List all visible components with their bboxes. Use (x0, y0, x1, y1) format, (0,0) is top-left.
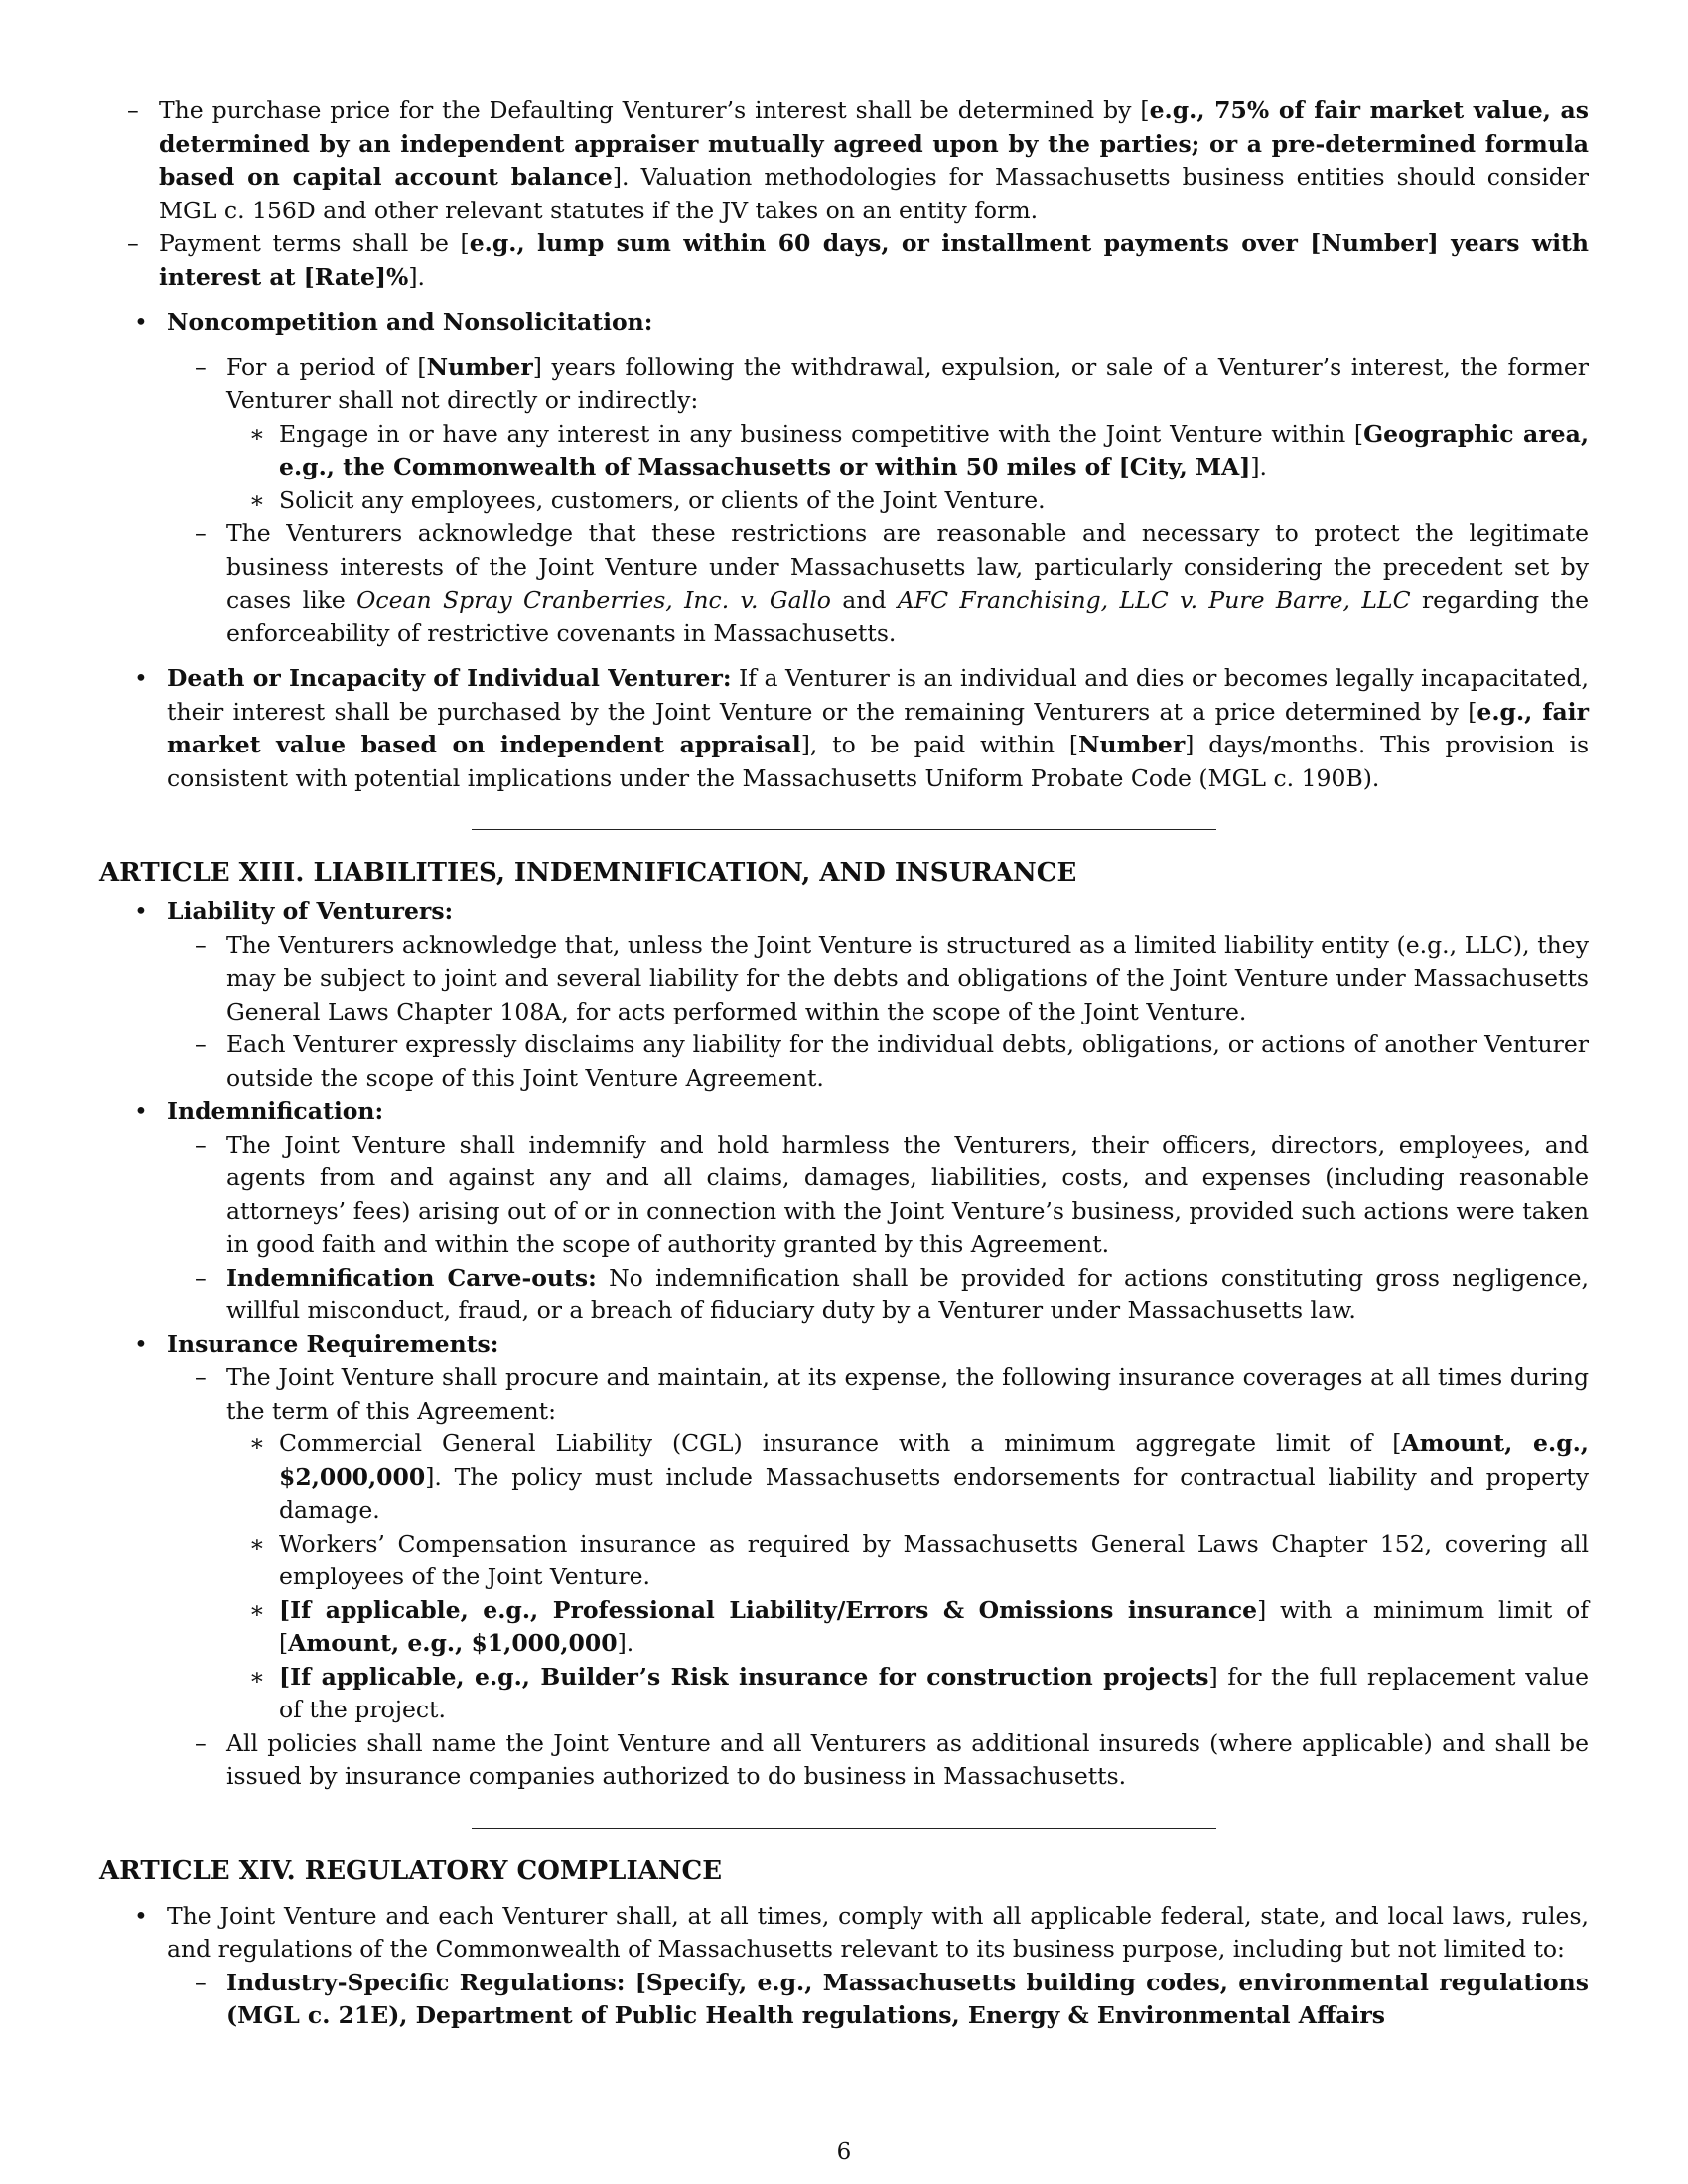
list-item: ∗ Engage in or have any interest in any business competitive with the Joint Venture within [Geographic area, e.g., the Commonwealth of Massachusetts or within 50 miles of [City, MA]]. (226, 418, 1589, 484)
purchase-terms-list (99, 94, 1589, 294)
document-page (99, 94, 1589, 2033)
list-item: – Each Venturer expressly disclaims any liability for the individual debts, obligations, or actions of another Venturer outside the scope of this Joint Venture Agreement. (167, 1028, 1589, 1095)
list-item: – The purchase price for the Defaulting Venturer’s interest shall be determined by [e.g., 75% of fair market value, as determined by an independent appraiser mutually agreed upon by the parties; or a pre-determined formula based on capital account balance]. Valuation methodologies for Massachusetts business entities should consider MGL c. 156D and other relevant statutes if the JV takes on an entity form. (99, 94, 1589, 227)
page-number: 6 (836, 2139, 852, 2165)
list-item: ∗ [If applicable, e.g., Builder’s Risk insurance for construction projects] for the full replacement value of the project. (226, 1661, 1589, 1727)
list-item: ∗ Workers’ Compensation insurance as required by Massachusetts General Laws Chapter 152, covering all employees of the Joint Venture. (226, 1528, 1589, 1594)
section-label: Noncompetition and Nonsolicitation: (167, 308, 653, 336)
list-item: • The Joint Venture and each Venturer shall, at all times, comply with all applicable federal, state, and local laws, rules, and regulations of the Commonwealth of Massachusetts relevant to its business purpose, including but not limited to: – Industry-Specific Regulations: [Specify, e.g., Massachusetts building codes, environmental regulations (MGL c. 21E), Department of Public Health regulations, Energy & Environmental Affairs (99, 1900, 1589, 2033)
list-item: ∗ [If applicable, e.g., Professional Liability/Errors & Omissions insurance] with a minimum limit of [Amount, e.g., $1,000,000]. (226, 1594, 1589, 1661)
list-item: • Liability of Venturers: – The Venturers acknowledge that, unless the Joint Venture is structured as a limited liability entity (e.g., LLC), they may be subject to joint and several liability for the debts and obligations of the Joint Venture under Massachusetts General Laws Chapter 108A, for acts performed within the scope of the Joint Venture. – Each Venturer expressly disclaims any liability for the individual debts, obligations, or actions of another Venturer outside the scope of this Joint Venture Agreement. (99, 895, 1589, 1095)
list-item: – All policies shall name the Joint Venture and all Venturers as additional insureds (where applicable) and shall be issued by insurance companies authorized to do business in Massachusetts. (167, 1727, 1589, 1794)
list-item: – The Venturers acknowledge that, unless the Joint Venture is structured as a limited liability entity (e.g., LLC), they may be subject to joint and several liability for the debts and obligations of the Joint Venture under Massachusetts General Laws Chapter 108A, for acts performed within the scope of the Joint Venture. (167, 929, 1589, 1029)
noncompete-section (99, 306, 1589, 650)
list-item: • Insurance Requirements: – The Joint Venture shall procure and maintain, at its expense, the following insurance coverages at all times during the term of this Agreement: ∗ Commercial General Liability (CGL) insurance with a minimum aggregate limit of [Amount, e.g., $2,000,000]. The policy must include Massachusetts endorsements for contractual liability and property damage. ∗ Workers’ Compensation insurance as required by Massachusetts General Laws Chapter 152, covering all employees of the Joint Venture. ∗ [If applicable, e.g., Professional Liability/Errors & Omissions insurance] with a minimum limit of [Amount, e.g., $1,000,000]. ∗ [If applicable, e.g., Builder’s Risk insurance for construction projects] for the full replacement value of the project. – All policies shall name the Joint Venture and all Venturers as additional insureds (where applicable) and shall be issued by insurance companies authorized to do business in Massachusetts. (99, 1328, 1589, 1794)
section-divider (472, 829, 1216, 830)
list-item: – For a period of [Number] years following the withdrawal, expulsion, or sale of a Venturer’s interest, the former Venturer shall not directly or indirectly: ∗ Engage in or have any interest in any business competitive with the Joint Venture within [Geographic area, e.g., the Commonwealth of Massachusetts or within 50 miles of [City, MA]]. ∗ Solicit any employees, customers, or clients of the Joint Venture. (167, 351, 1589, 518)
list-item: ∗ Commercial General Liability (CGL) insurance with a minimum aggregate limit of [Amount, e.g., $2,000,000]. The policy must include Massachusetts endorsements for contractual liability and property damage. (226, 1428, 1589, 1528)
death-section (99, 662, 1589, 795)
list-item: – Indemnification Carve-outs: No indemnification shall be provided for actions constituting gross negligence, willful misconduct, fraud, or a breach of fiduciary duty by a Venturer under Massachusetts law. (167, 1262, 1589, 1328)
list-item: – The Venturers acknowledge that these restrictions are reasonable and necessary to protect the legitimate business interests of the Joint Venture under Massachusetts law, particularly considering the precedent set by cases like Ocean Spray Cranberries, Inc. v. Gallo and AFC Franchising, LLC v. Pure Barre, LLC regarding the enforceability of restrictive covenants in Massachusetts. (167, 517, 1589, 650)
list-item: • Indemnification: – The Joint Venture shall indemnify and hold harmless the Venturers, their officers, directors, employees, and agents from and against any and all claims, damages, liabilities, costs, and expenses (including reasonable attorneys’ fees) arising out of or in connection with the Joint Venture’s business, provided such actions were taken in good faith and within the scope of authority granted by this Agreement. – Indemnification Carve-outs: No indemnification shall be provided for actions constituting gross negligence, willful misconduct, fraud, or a breach of fiduciary duty by a Venturer under Massachusetts law. (99, 1095, 1589, 1328)
list-item: – Industry-Specific Regulations: [Specify, e.g., Massachusetts building codes, environmental regulations (MGL c. 21E), Department of Public Health regulations, Energy & Environmental Affairs (167, 1967, 1589, 2033)
section-divider (472, 1828, 1216, 1829)
list-item: • Death or Incapacity of Individual Venturer: If a Venturer is an individual and dies or becomes legally incapacitated, their interest shall be purchased by the Joint Venture or the remaining Venturers at a price determined by [e.g., fair market value based on independent appraisal], to be paid within [Number] days/months. This provision is consistent with potential implications under the Massachusetts Uniform Probate Code (MGL c. 190B). (99, 662, 1589, 795)
list-item: – The Joint Venture shall indemnify and hold harmless the Venturers, their officers, directors, employees, and agents from and against any and all claims, damages, liabilities, costs, and expenses (including reasonable attorneys’ fees) arising out of or in connection with the Joint Venture’s business, provided such actions were taken in good faith and within the scope of authority granted by this Agreement. (167, 1129, 1589, 1262)
list-item: – Payment terms shall be [e.g., lump sum within 60 days, or installment payments over [Number] years with interest at [Rate]%]. (99, 227, 1589, 294)
list-item: – The Joint Venture shall procure and maintain, at its expense, the following insurance coverages at all times during the term of this Agreement: ∗ Commercial General Liability (CGL) insurance with a minimum aggregate limit of [Amount, e.g., $2,000,000]. The policy must include Massachusetts endorsements for contractual liability and property damage. ∗ Workers’ Compensation insurance as required by Massachusetts General Laws Chapter 152, covering all employees of the Joint Venture. ∗ [If applicable, e.g., Professional Liability/Errors & Omissions insurance] with a minimum limit of [Amount, e.g., $1,000,000]. ∗ [If applicable, e.g., Builder’s Risk insurance for construction projects] for the full replacement value of the project. (167, 1361, 1589, 1727)
list-item: ∗ Solicit any employees, customers, or clients of the Joint Venture. (226, 484, 1589, 518)
article-heading: ARTICLE XIII. LIABILITIES, INDEMNIFICATION, AND INSURANCE (99, 858, 1077, 887)
article14-list (99, 1900, 1589, 2033)
list-item (99, 306, 1589, 650)
article-heading: ARTICLE XIV. REGULATORY COMPLIANCE (99, 1855, 723, 1886)
article13-list (99, 895, 1589, 1794)
